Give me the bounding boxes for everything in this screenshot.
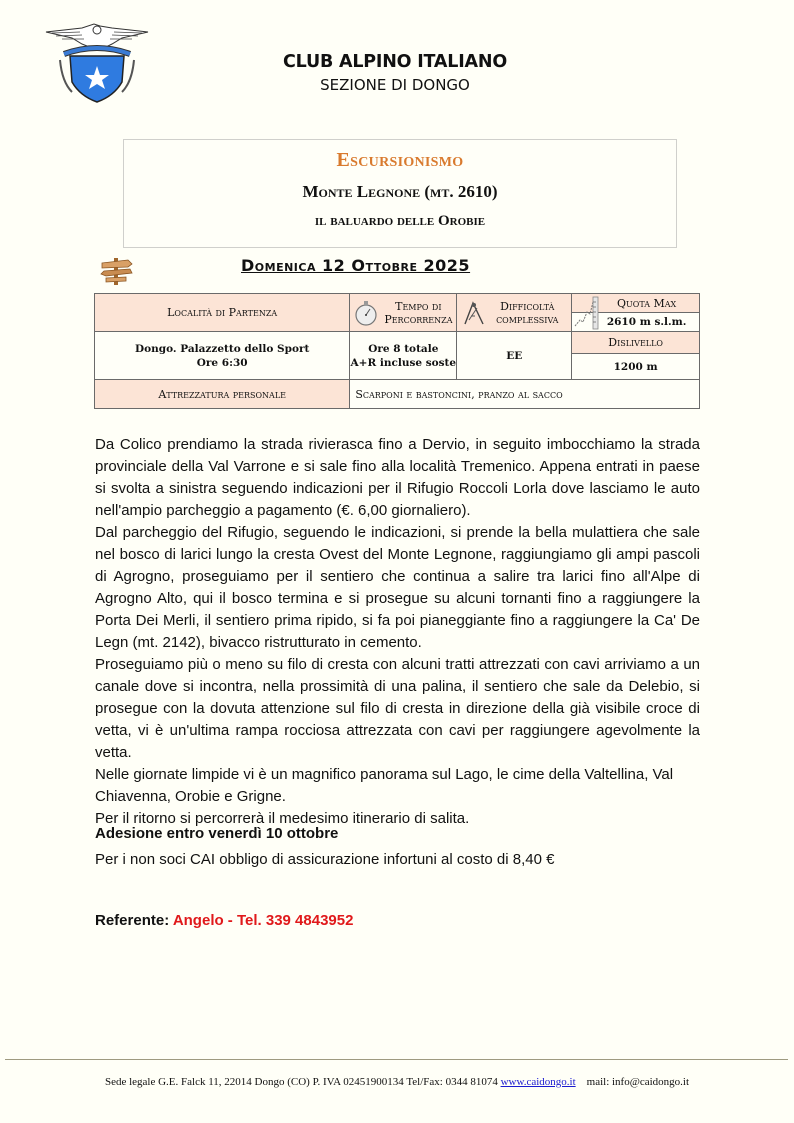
contact-value: Angelo - Tel. 339 4843952 — [172, 912, 354, 929]
signpost-icon — [98, 256, 136, 286]
altitude-ruler-icon — [574, 296, 600, 330]
value-dislivello: 1200 m — [572, 354, 700, 380]
value-tempo: Ore 8 totale A+R incluse soste — [350, 332, 457, 380]
club-title: CLUB ALPINO ITALIANO — [282, 52, 508, 72]
stopwatch-icon — [354, 299, 380, 327]
eagle-shield-icon — [42, 22, 152, 104]
description-paragraph: Per il ritorno si percorrerà il medesimo itinerario di salita. — [95, 810, 470, 827]
header-tempo: Tempo di Percorrenza — [350, 294, 457, 332]
event-date: Domenica 12 Ottobre 2025 — [241, 256, 471, 275]
cai-logo — [42, 22, 152, 102]
description-paragraph: Dal parcheggio del Rifugio, seguendo le indicazioni, si prende la bella mulattiera che sale nel bosco di larici lungo la cresta Ovest del Monte Legnone, raggiungiamo gli ampi pascoli di Agrogno, proseguiamo per il sentiero che continua a salire tra larici fino all'Alpe di Agrogno Alto, qui il bosco termina e si prosegue su alcuni tornanti fino a raggiungere la Porta Dei Merli, il sentiero prima ripido, si fa poi pianeggiante fino a raggiungere la Ca' De Legn (mt. 2142), bivacco ristrutturato in cemento. — [95, 524, 700, 651]
registration-deadline: Adesione entro venerdì 10 ottobre — [95, 825, 339, 842]
event-mountain: Monte Legnone (mt. 2610) — [302, 182, 498, 201]
value-difficolta: EE — [457, 332, 572, 380]
description-paragraph: Nelle giornate limpide vi è un magnifico panorama sul Lago, le cime della Valtellina, Val Chiavenna, Orobie e Grigne. — [95, 766, 674, 805]
event-category: Escursionismo — [336, 149, 464, 171]
value-attrezzatura: Scarponi e bastoncini, pranzo al sacco — [350, 380, 700, 409]
header-partenza: Località di Partenza — [95, 294, 350, 332]
footer-divider — [5, 1059, 788, 1060]
footer — [0, 1076, 794, 1088]
header-quota-max: Quota Max — [572, 294, 700, 313]
climber-icon — [463, 300, 485, 326]
club-subtitle: SEZIONE DI DONGO — [320, 76, 470, 94]
footer-address: Sede legale G.E. Falck 11, 22014 Dongo (CO) P. IVA 02451900134 Tel/Fax: 0344 81074 — [104, 1076, 501, 1088]
header-attrezzatura: Attrezzatura personale — [95, 380, 350, 409]
description-paragraph: Da Colico prendiamo la strada rivierasca fino a Dervio, in seguito imbocchiamo la strada provinciale della Val Varrone e si sale fino alla località Tremenico. Appena entrati in paese si svolta a sinistra seguendo indicazioni per il Rifugio Roccoli Lorla dove lasciamo le auto nell'ampio parcheggio a pagamento (€. 6,00 giornaliero). — [95, 436, 700, 519]
description-paragraph: Proseguiamo più o meno su filo di cresta con alcuni tratti attrezzati con cavi arriviamo a un canale dove si incontra, nella prossimità di una palina, il sentiero che sale da Delebio, si prosegue con la dovuta attenzione sul filo di cresta in direzione della già visibile croce di vetta, vi è un'ultima rampa rocciosa attrezzata con cavi per raggiungere agevolmente la vetta. — [95, 656, 700, 761]
header-difficolta: Difficoltà complessiva — [457, 294, 572, 332]
value-quota-max: 2610 m s.l.m. — [572, 313, 700, 332]
website-link[interactable]: www.caidongo.it — [500, 1076, 576, 1088]
event-title-box — [123, 139, 677, 248]
event-info-table — [94, 293, 700, 409]
contact-label: Referente: — [95, 912, 173, 929]
insurance-note: Per i non soci CAI obbligo di assicurazione infortuni al costo di 8,40 € — [95, 851, 555, 868]
value-partenza: Dongo. Palazzetto dello Sport Ore 6:30 — [95, 332, 350, 380]
header-dislivello: Dislivello — [572, 332, 700, 354]
event-tagline: il baluardo delle Orobie — [314, 213, 486, 229]
footer-mail: mail: info@caidongo.it — [578, 1076, 690, 1088]
contact-person — [95, 912, 353, 929]
route-description — [95, 434, 700, 830]
